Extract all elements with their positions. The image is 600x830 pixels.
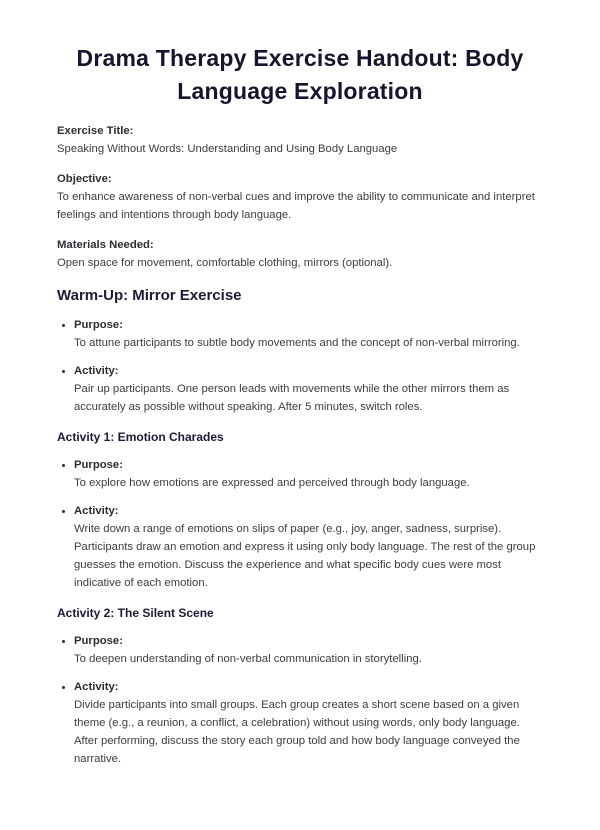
item-activity-label: • Activity: xyxy=(74,505,119,517)
activity-2-item-list xyxy=(57,632,543,768)
item-purpose-label: • Purpose: xyxy=(74,459,123,471)
item-activity-label: • Activity: xyxy=(74,681,119,693)
field-objective xyxy=(57,170,543,224)
item-activity-label: • Activity: xyxy=(74,365,119,377)
item-activity-text: Write down a range of emotions on slips of paper (e.g., joy, anger, sadness, surprise). Participants draw an emotion and express it using only body language. The rest of the group guesses the emotion. Discuss the experience and what specific body cues were most indicative of each emotion. xyxy=(74,523,536,589)
section-heading-warm-up: Warm-Up: Mirror Exercise xyxy=(57,287,242,304)
field-objective-label: Objective: xyxy=(57,173,112,185)
list-item-activity xyxy=(74,678,543,768)
item-activity-text: Divide participants into small groups. Each group creates a short scene based on a given theme (e.g., a reunion, a conflict, a celebration) without using words, only body language. After performing, discuss the story each group told and how body language conveyed the narrative. xyxy=(74,699,520,765)
item-purpose-text: To deepen understanding of non-verbal communication in storytelling. xyxy=(74,653,422,665)
item-purpose-label: • Purpose: xyxy=(74,635,123,647)
section-heading-activity-1: Activity 1: Emotion Charades xyxy=(57,430,224,444)
field-materials-needed xyxy=(57,236,543,272)
document-title-line-1: Drama Therapy Exercise Handout: Body xyxy=(76,45,524,71)
field-objective-text: To enhance awareness of non-verbal cues and improve the ability to communicate and interpret feelings and intentions through body language. xyxy=(57,191,535,221)
document-title xyxy=(57,42,543,108)
list-item-activity xyxy=(74,502,543,592)
document-title-line-2: Language Exploration xyxy=(177,78,423,104)
field-exercise-title-text: Speaking Without Words: Understanding and Using Body Language xyxy=(57,143,398,155)
item-purpose-text: To explore how emotions are expressed and perceived through body language. xyxy=(74,477,470,489)
list-item-purpose xyxy=(74,456,543,492)
warm-up-item-list xyxy=(57,316,543,416)
field-exercise-title-label: Exercise Title: xyxy=(57,125,134,137)
section-heading-activity-2: Activity 2: The Silent Scene xyxy=(57,606,214,620)
list-item-activity xyxy=(74,362,543,416)
field-materials-needed-text: Open space for movement, comfortable clothing, mirrors (optional). xyxy=(57,257,393,269)
item-purpose-label: • Purpose: xyxy=(74,319,123,331)
list-item-purpose xyxy=(74,316,543,352)
field-materials-needed-label: Materials Needed: xyxy=(57,239,154,251)
item-purpose-text: To attune participants to subtle body movements and the concept of non-verbal mirroring. xyxy=(74,337,520,349)
field-exercise-title xyxy=(57,122,543,158)
item-activity-text: Pair up participants. One person leads with movements while the other mirrors them as accurately as possible without speaking. After 5 minutes, switch roles. xyxy=(74,383,510,413)
list-item-purpose xyxy=(74,632,543,668)
activity-1-item-list xyxy=(57,456,543,592)
